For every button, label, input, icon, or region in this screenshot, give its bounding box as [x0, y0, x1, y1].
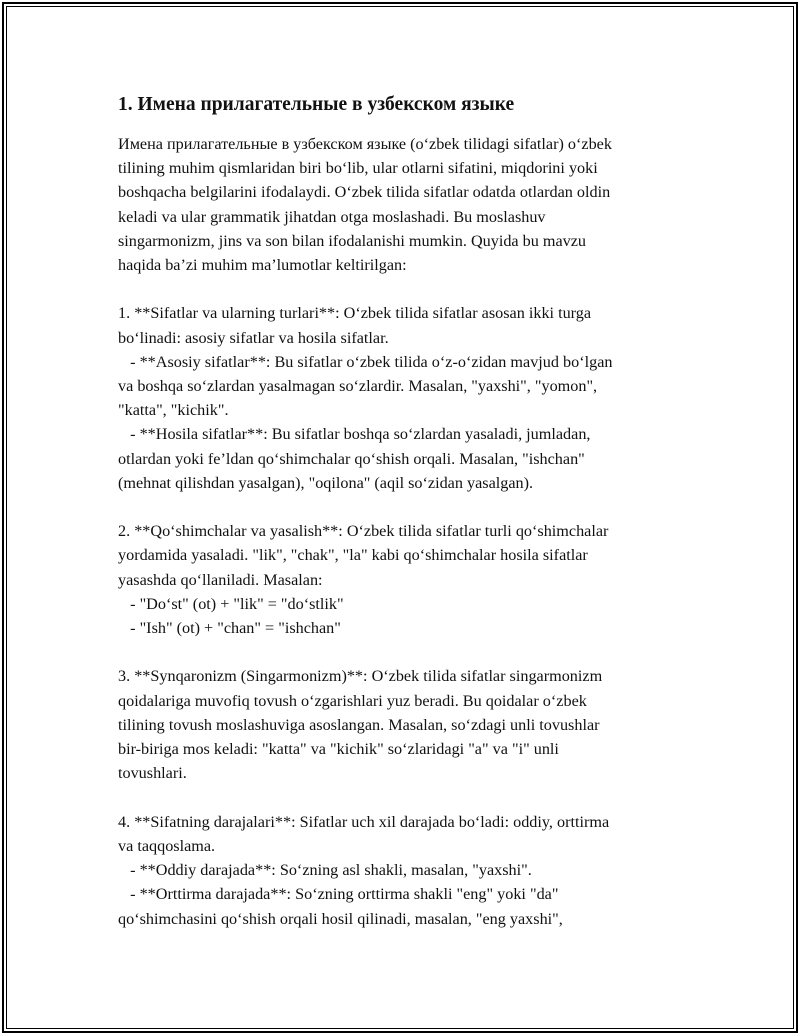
document-heading: 1. Имена прилагательные в узбекском языке: [118, 94, 515, 115]
document-content: [118, 92, 688, 931]
document-body: Имена прилагательные в узбекском языке (o‘zbek tilidagi sifatlar) o‘zbek tilining muhim qismlaridan biri bo‘lib, ular otlarni sifatini, miqdorini yoki boshqacha belgilarini ifodalaydi. O‘zbek tilida sifatlar odatda otlardan oldin keladi va ular grammatik jihatdan otga moslashadi. Bu moslashuv singarmonizm, jins va son bilan ifodalanishi mumkin. Quyida bu mavzu haqida ba’zi muhim ma’lumotlar keltirilgan: 1. **Sifatlar va ularning turlari**: O‘zbek tilida sifatlar asosan ikki turga bo‘linadi: asosiy sifatlar va hosila sifatlar. - **Asosiy sifatlar**: Bu sifatlar o‘zbek tilida o‘z-o‘zidan mavjud bo‘lgan va boshqa so‘zlardan yasalmagan so‘zlardir. Masalan, "yaxshi", "yomon", "katta", "kichik". - **Hosila sifatlar**: Bu sifatlar boshqa so‘zlardan yasaladi, jumladan, otlardan yoki fe’ldan qo‘shimchalar qo‘shish orqali. Masalan, "ishchan" (mehnat qilishdan yasalgan), "oqilona" (aqil so‘zidan yasalgan). 2. **Qo‘shimchalar va yasalish**: O‘zbek tilida sifatlar turli qo‘shimchalar yordamida yasaladi. "lik", "chak", "la" kabi qo‘shimchalar hosila sifatlar yasashda qo‘llaniladi. Masalan: - "Do‘st" (ot) + "lik" = "do‘stlik" - "Ish" (ot) + "chan" = "ishchan" 3. **Synqaronizm (Singarmonizm)**: O‘zbek tilida sifatlar singarmonizm qoidalariga muvofiq tovush o‘zgarishlari yuz beradi. Bu qoidalar o‘zbek tilining tovush moslashuviga asoslangan. Masalan, so‘zdagi unli tovushlar bir-biriga mos keladi: "katta" va "kichik" so‘zlaridagi "a" va "i" unli tovushlari. 4. **Sifatning darajalari**: Sifatlar uch xil darajada bo‘ladi: oddiy, orttirma va taqqoslama. - **Oddiy darajada**: So‘zning asl shakli, masalan, "yaxshi". - **Orttirma darajada**: So‘zning orttirma shakli "eng" yoki "da" qo‘shimchasini qo‘shish orqali hosil qilinadi, masalan, "eng yaxshi",: [118, 135, 613, 928]
